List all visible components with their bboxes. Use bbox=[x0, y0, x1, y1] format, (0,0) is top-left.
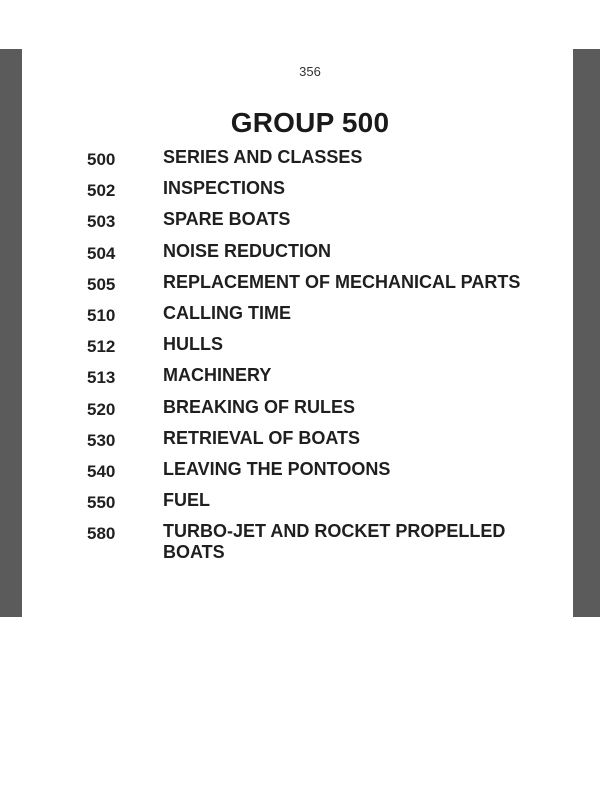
section-title: REPLACEMENT OF MECHANICAL PARTS bbox=[163, 271, 521, 292]
section-title: NOISE REDUCTION bbox=[163, 240, 332, 261]
section-number: 510 bbox=[87, 305, 116, 325]
toc-row bbox=[87, 397, 547, 428]
toc-row bbox=[87, 521, 547, 563]
toc-row bbox=[87, 334, 547, 365]
toc-row bbox=[87, 459, 547, 490]
toc-row bbox=[87, 147, 547, 178]
section-number: 540 bbox=[87, 461, 116, 481]
section-title: CALLING TIME bbox=[163, 302, 291, 323]
toc-row bbox=[87, 490, 547, 521]
section-number: 512 bbox=[87, 337, 116, 357]
toc-row bbox=[87, 303, 547, 334]
section-title: SPARE BOATS bbox=[163, 209, 291, 230]
section-number: 513 bbox=[87, 368, 116, 388]
section-number: 500 bbox=[87, 150, 116, 169]
page-number: 356 bbox=[299, 64, 321, 79]
section-title: HULLS bbox=[163, 334, 223, 355]
section-title: LEAVING THE PONTOONS bbox=[163, 458, 391, 479]
section-number: 505 bbox=[87, 274, 116, 294]
toc-row bbox=[87, 272, 547, 303]
section-number: 520 bbox=[87, 399, 116, 419]
section-number: 504 bbox=[87, 243, 116, 263]
section-title: FUEL bbox=[163, 490, 210, 511]
section-title: MACHINERY bbox=[163, 365, 272, 386]
section-title: RETRIEVAL OF BOATS bbox=[163, 427, 361, 448]
toc-row bbox=[87, 428, 547, 459]
section-number: 530 bbox=[87, 430, 116, 450]
toc-row bbox=[87, 209, 547, 240]
toc-row bbox=[87, 241, 547, 272]
section-title: INSPECTIONS bbox=[163, 178, 286, 199]
section-title: BREAKING OF RULES bbox=[163, 396, 356, 417]
table-of-contents bbox=[87, 147, 547, 563]
section-number: 503 bbox=[87, 212, 116, 232]
section-title: SERIES AND CLASSES bbox=[163, 147, 363, 167]
toc-row bbox=[87, 178, 547, 209]
section-number: 550 bbox=[87, 493, 116, 513]
toc-row bbox=[87, 365, 547, 396]
section-number: 580 bbox=[87, 524, 116, 544]
page-title: GROUP 500 bbox=[230, 107, 390, 138]
section-title: TURBO-JET AND ROCKET PROPELLED BOATS bbox=[163, 521, 506, 563]
section-number: 502 bbox=[87, 181, 116, 201]
